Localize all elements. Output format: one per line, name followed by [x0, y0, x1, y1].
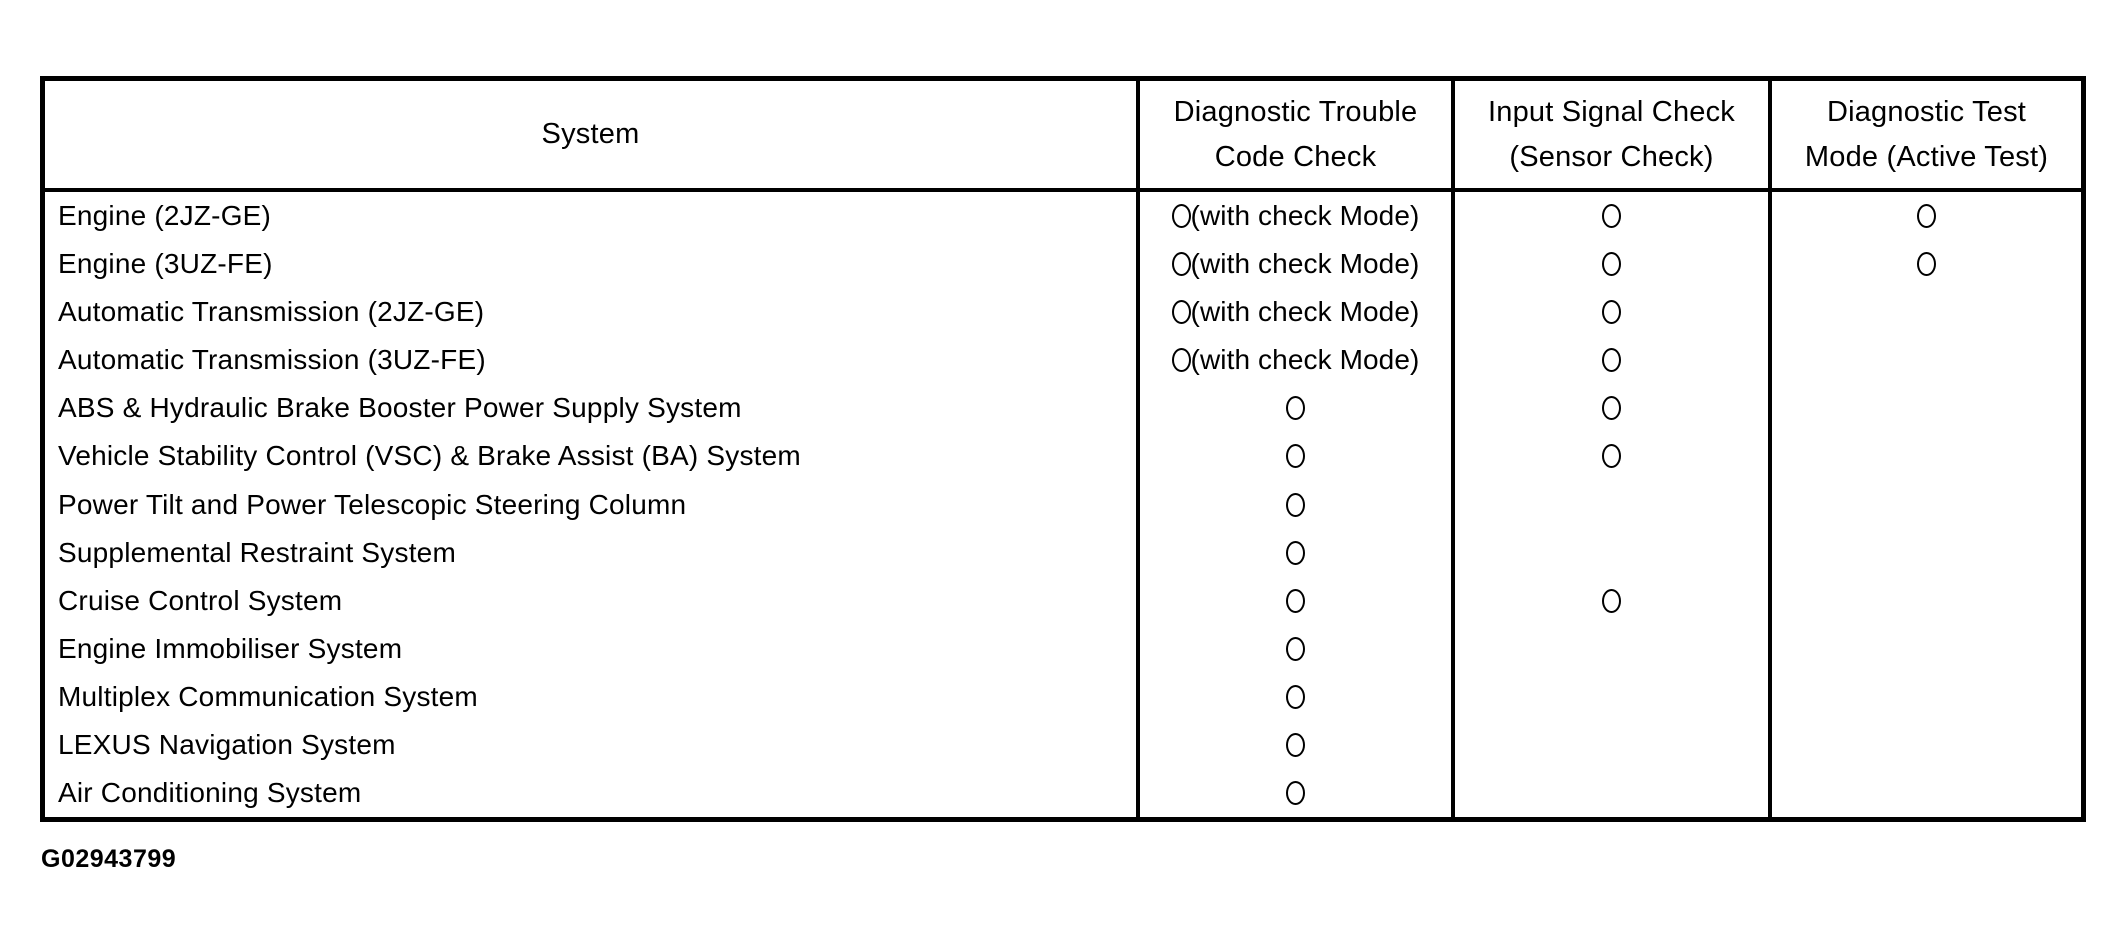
dtc-cell	[1136, 480, 1451, 528]
col-header-input-signal-check	[1451, 81, 1768, 188]
circle-icon	[1286, 589, 1305, 613]
circle-icon	[1602, 444, 1621, 468]
circle-icon	[1602, 396, 1621, 420]
system-cell: Cruise Control System	[58, 584, 343, 616]
circle-icon	[1286, 781, 1305, 805]
col-header-test-line1: Diagnostic Test	[1826, 95, 2027, 128]
test-cell	[1768, 529, 2081, 577]
input-cell	[1451, 192, 1768, 240]
system-cell: Supplemental Restraint System	[58, 536, 456, 568]
input-cell	[1451, 240, 1768, 288]
dtc-cell	[1136, 625, 1451, 673]
col-header-system	[45, 81, 1136, 188]
table-row	[45, 625, 2081, 673]
circle-icon	[1602, 348, 1621, 372]
test-cell	[1768, 577, 2081, 625]
dtc-cell	[1136, 673, 1451, 721]
dtc-cell	[1136, 288, 1451, 336]
circle-icon	[1286, 493, 1305, 517]
input-cell	[1451, 288, 1768, 336]
dtc-cell	[1136, 240, 1451, 288]
test-cell	[1768, 625, 2081, 673]
table-row	[45, 529, 2081, 577]
dtc-cell	[1136, 721, 1451, 769]
system-cell: ABS & Hydraulic Brake Booster Power Supply System	[58, 392, 742, 424]
diagnostic-systems-table	[40, 76, 2086, 822]
system-cell: Engine (3UZ-FE)	[58, 248, 273, 280]
circle-icon	[1917, 252, 1936, 276]
circle-icon	[1286, 685, 1305, 709]
col-header-dtc-line2: Code Check	[1214, 140, 1377, 173]
test-cell	[1768, 192, 2081, 240]
circle-icon	[1172, 204, 1191, 228]
dtc-cell	[1136, 384, 1451, 432]
circle-icon	[1602, 252, 1621, 276]
system-cell: Multiplex Communication System	[58, 680, 478, 712]
input-cell	[1451, 336, 1768, 384]
dtc-cell	[1136, 529, 1451, 577]
circle-icon	[1172, 348, 1191, 372]
system-cell: Power Tilt and Power Telescopic Steering Column	[58, 488, 687, 520]
circle-icon	[1172, 300, 1191, 324]
input-cell	[1451, 577, 1768, 625]
circle-icon	[1286, 637, 1305, 661]
col-header-diagnostic-test-mode	[1768, 81, 2081, 188]
test-cell	[1768, 336, 2081, 384]
table-row	[45, 769, 2081, 817]
test-cell	[1768, 384, 2081, 432]
system-cell: Engine Immobiliser System	[58, 632, 403, 664]
input-cell	[1451, 721, 1768, 769]
system-cell: Vehicle Stability Control (VSC) & Brake Assist (BA) System	[58, 440, 801, 472]
with-check-mode-label: (with check Mode)	[1190, 296, 1420, 328]
table-row	[45, 577, 2081, 625]
circle-icon	[1172, 252, 1191, 276]
table-row	[45, 673, 2081, 721]
circle-icon	[1286, 733, 1305, 757]
circle-icon	[1602, 300, 1621, 324]
input-cell	[1451, 384, 1768, 432]
table-body	[45, 192, 2081, 817]
system-cell: Automatic Transmission (2JZ-GE)	[58, 296, 485, 328]
circle-icon	[1286, 541, 1305, 565]
table-row	[45, 336, 2081, 384]
with-check-mode-label: (with check Mode)	[1190, 344, 1420, 376]
input-cell	[1451, 673, 1768, 721]
circle-icon	[1602, 204, 1621, 228]
test-cell	[1768, 673, 2081, 721]
input-cell	[1451, 480, 1768, 528]
circle-icon	[1602, 589, 1621, 613]
col-header-dtc-line1: Diagnostic Trouble	[1173, 95, 1418, 128]
system-cell: Automatic Transmission (3UZ-FE)	[58, 344, 486, 376]
input-cell	[1451, 625, 1768, 673]
dtc-cell	[1136, 336, 1451, 384]
table-row	[45, 288, 2081, 336]
dtc-cell	[1136, 192, 1451, 240]
circle-icon	[1286, 444, 1305, 468]
table-row	[45, 384, 2081, 432]
with-check-mode-label: (with check Mode)	[1190, 248, 1420, 280]
test-cell	[1768, 432, 2081, 480]
table-row	[45, 480, 2081, 528]
dtc-cell	[1136, 769, 1451, 817]
col-header-dtc-check	[1136, 81, 1451, 188]
table-row	[45, 432, 2081, 480]
input-cell	[1451, 432, 1768, 480]
table-row	[45, 721, 2081, 769]
col-header-system-label: System	[541, 118, 640, 150]
col-header-test-line2: Mode (Active Test)	[1804, 140, 2049, 173]
input-cell	[1451, 529, 1768, 577]
with-check-mode-label: (with check Mode)	[1190, 200, 1420, 232]
test-cell	[1768, 240, 2081, 288]
test-cell	[1768, 721, 2081, 769]
test-cell	[1768, 288, 2081, 336]
table-row	[45, 240, 2081, 288]
circle-icon	[1917, 204, 1936, 228]
table-header-row	[45, 81, 2081, 192]
system-cell: LEXUS Navigation System	[58, 728, 396, 760]
system-cell: Engine (2JZ-GE)	[58, 200, 272, 232]
test-cell	[1768, 480, 2081, 528]
figure-id: G02943799	[41, 845, 177, 873]
circle-icon	[1286, 396, 1305, 420]
dtc-cell	[1136, 432, 1451, 480]
test-cell	[1768, 769, 2081, 817]
input-cell	[1451, 769, 1768, 817]
system-cell: Air Conditioning System	[58, 776, 362, 808]
col-header-input-line2: (Sensor Check)	[1509, 140, 1714, 173]
table-row	[45, 192, 2081, 240]
dtc-cell	[1136, 577, 1451, 625]
col-header-input-line1: Input Signal Check	[1487, 95, 1736, 128]
